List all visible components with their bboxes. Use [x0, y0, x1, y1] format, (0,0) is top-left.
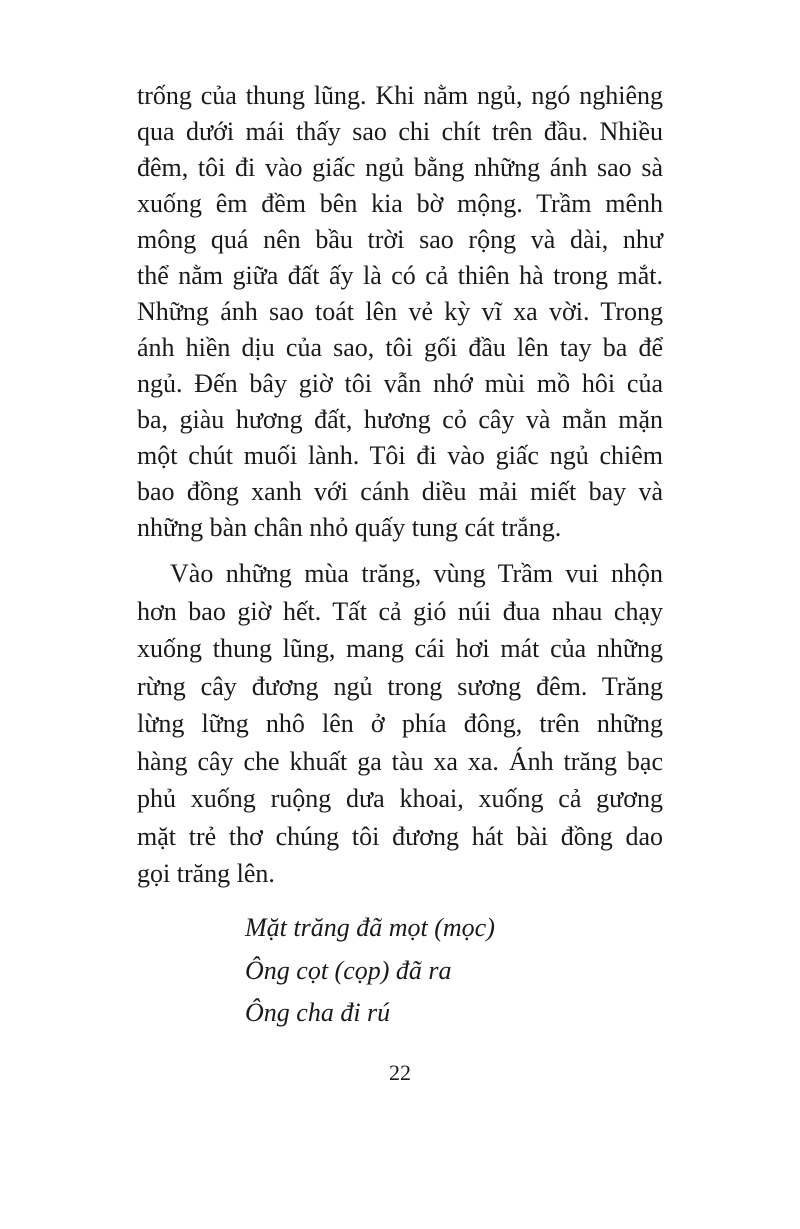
text-line: ánh hiền dịu của sao, tôi gối đầu lên tay ba để [137, 333, 663, 362]
text-line: Vào những mùa trăng, vùng Trầm vui nhộn [170, 559, 663, 588]
text-line: bao đồng xanh với cánh diều mải miết bay và [137, 477, 663, 506]
text-line: mông quá nên bầu trời sao rộng và dài, như [137, 225, 663, 254]
page-number: 22 [389, 1060, 411, 1085]
text-line: mặt trẻ thơ chúng tôi đương hát bài đồng dao [137, 822, 663, 851]
text-line: phủ xuống ruộng dưa khoai, xuống cả gương [137, 784, 663, 813]
text-line: gọi trăng lên. [137, 859, 275, 888]
text-line: xuống êm đềm bên kia bờ mộng. Trầm mênh [137, 189, 663, 218]
poem-line: Ông cha đi rú [245, 998, 391, 1027]
poem-line: Mặt trăng đã mọt (mọc) [245, 913, 495, 942]
text-line: ngủ. Đến bây giờ tôi vẫn nhớ mùi mồ hôi của [137, 369, 663, 398]
text-line: những bàn chân nhỏ quấy tung cát trắng. [137, 513, 562, 542]
text-line: đêm, tôi đi vào giấc ngủ bằng những ánh sao sà [137, 153, 663, 182]
poem-line: Ông cọt (cọp) đã ra [245, 956, 452, 985]
text-line: hơn bao giờ hết. Tất cả gió núi đua nhau chạy [137, 597, 663, 626]
text-line: Những ánh sao toát lên vẻ kỳ vĩ xa vời. Trong [137, 297, 663, 326]
text-line: rừng cây đương ngủ trong sương đêm. Trăng [137, 672, 663, 701]
text-line: qua dưới mái thấy sao chi chít trên đầu. Nhiều [137, 117, 663, 146]
text-line: xuống thung lũng, mang cái hơi mát của những [137, 634, 663, 663]
text-line: hàng cây che khuất ga tàu xa xa. Ánh trăng bạc [137, 747, 663, 776]
text-line: ba, giàu hương đất, hương cỏ cây và mằn mặn [137, 405, 663, 434]
text-line: trống của thung lũng. Khi nằm ngủ, ngó nghiêng [137, 81, 663, 110]
text-line: thể nằm giữa đất ấy là có cả thiên hà trong mắt. [137, 261, 663, 290]
text-line: lừng lững nhô lên ở phía đông, trên những [137, 709, 663, 738]
text-line: một chút muối lành. Tôi đi vào giấc ngủ chiêm [137, 441, 663, 470]
